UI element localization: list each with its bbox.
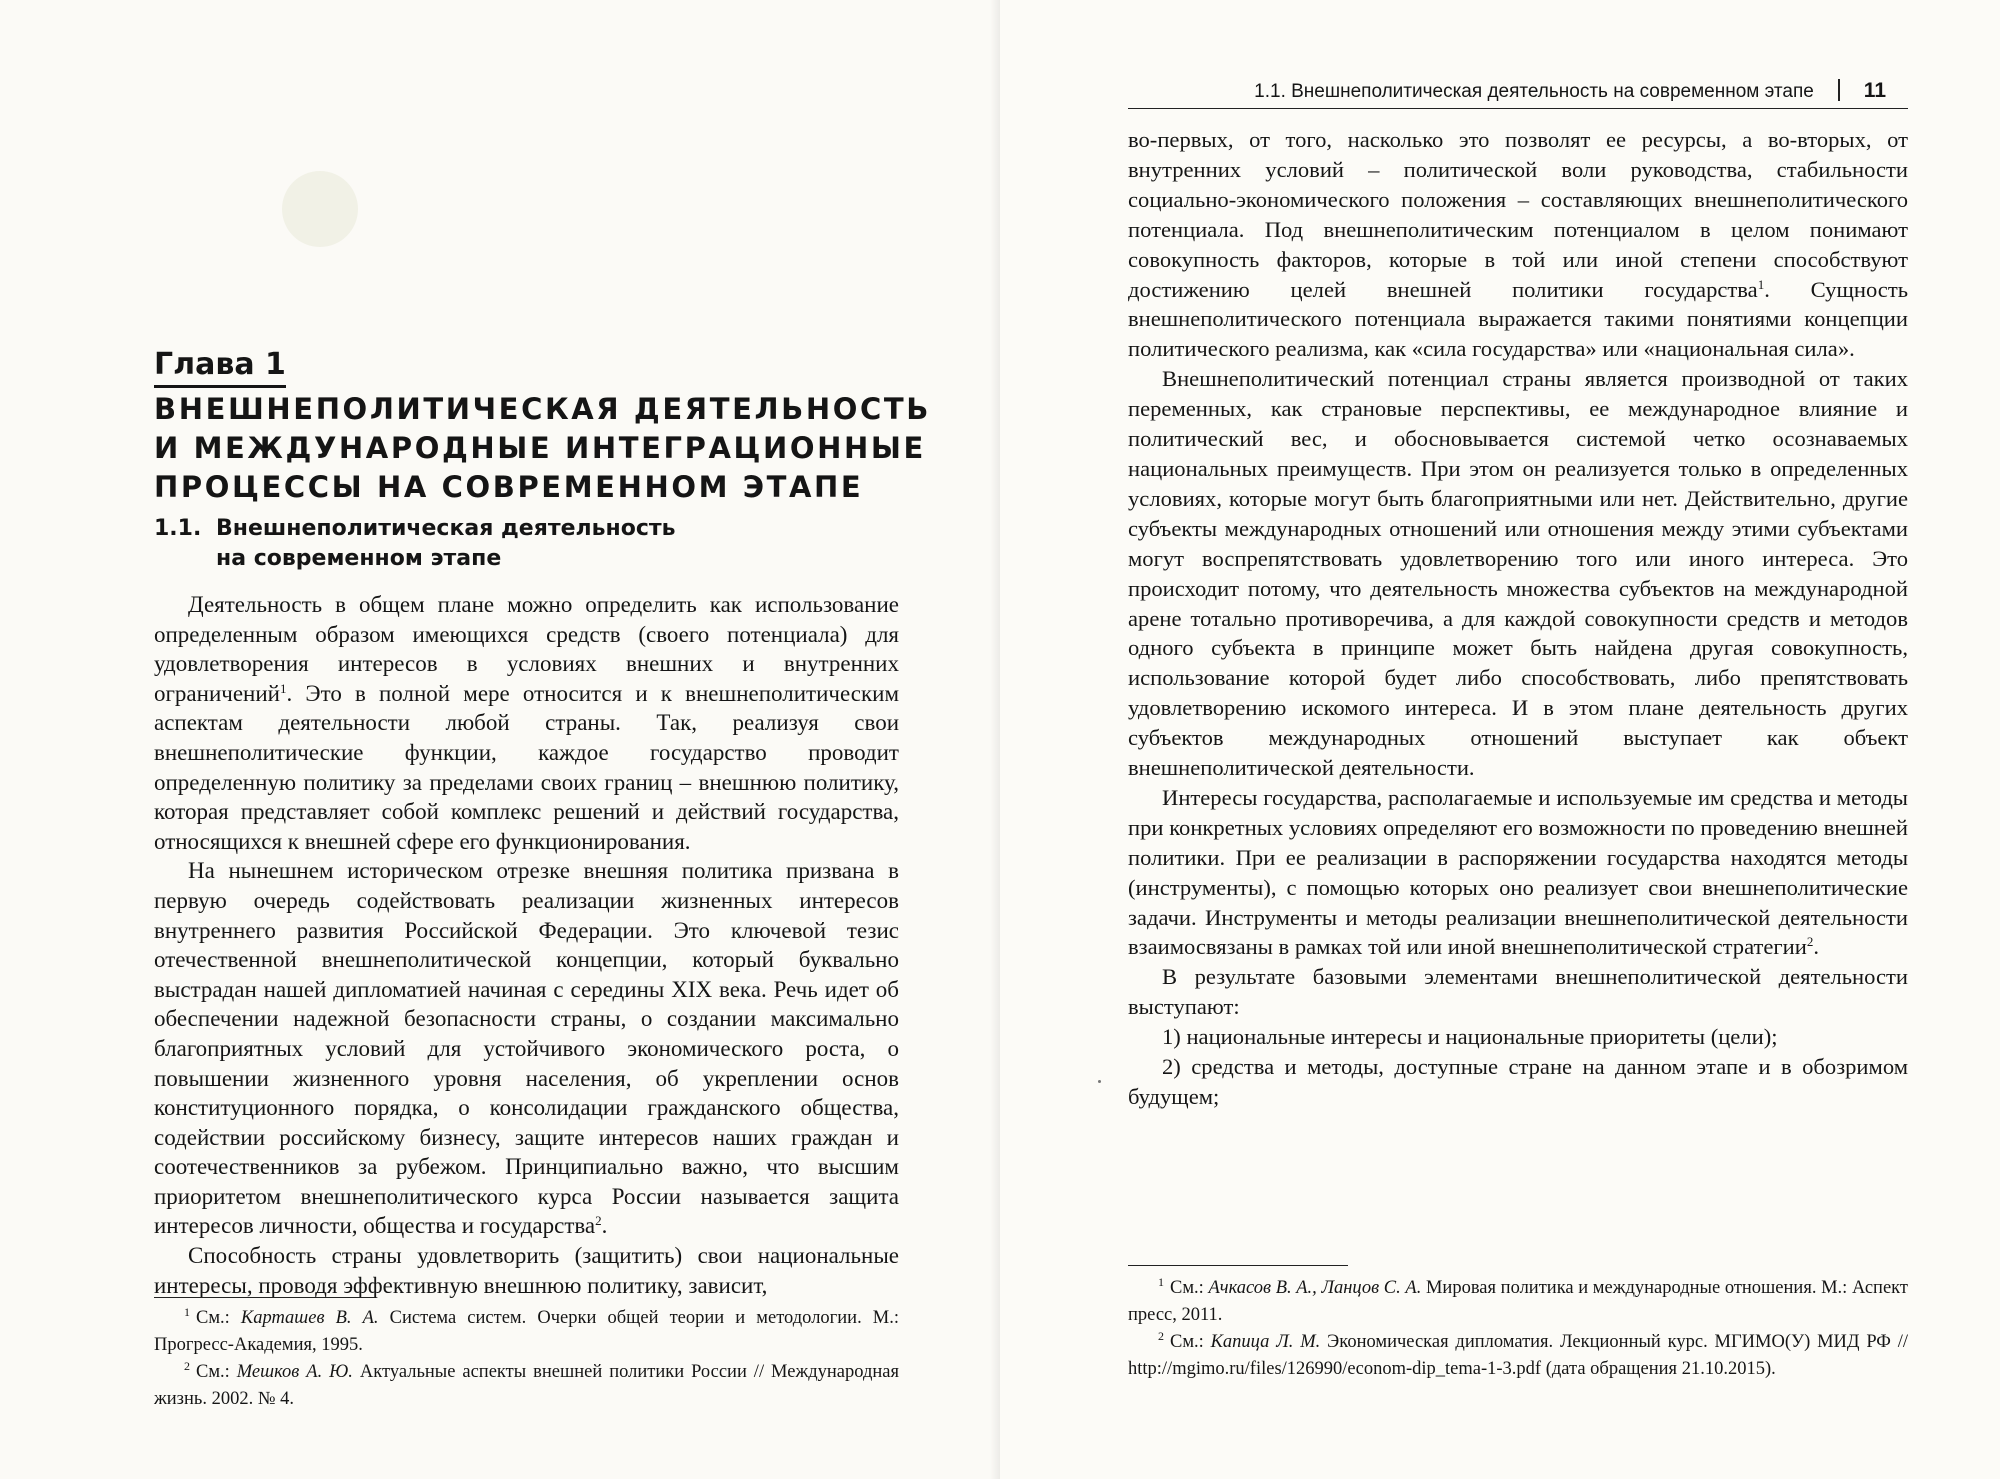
footnote-ref: 2	[595, 1213, 602, 1229]
paragraph: Способность страны удовлетворить (защитить) свои национальные интересы, проводя эффективную внешнюю политику, зависит,	[154, 1243, 899, 1298]
paragraph: во-первых, от того, насколько это позволят ее ресурсы, а во-вторых, от внутренних условий – политической воли руководства, стабильности социально-экономического положения – составляющих внешнеполитического потенциала. Под внешнеполитическим потенциалом в целом понимают совокупность факторов, которые в той или иной степени способствуют достижению целей внешней политики государства$^1$. Сущность внешнеполитического потенциала выражается такими понятиями концепции политического реализма, как «сила государства» или «национальная сила».	[1128, 127, 1909, 362]
section-number: 1.1.	[154, 516, 202, 541]
footnote-ref: 2	[1806, 934, 1814, 950]
footnote-separator	[154, 1297, 374, 1298]
page-number: 11	[1863, 79, 1886, 102]
paragraph: В результате базовыми элементами внешнеполитической деятельности выступают:	[1128, 964, 1908, 1020]
footnote-2: $^2$ См.: Капица Л. М. Экономическая дипломатия. Лекционный курс. МГИМО(У) МИД РФ // http://mgimo.ru/files/126990/econom-dip_tema-1-3.pdf (дата обращения 21.10.2015).	[1128, 1329, 1909, 1379]
left-footnotes	[154, 1305, 899, 1413]
footnote-ref: 1	[279, 680, 287, 696]
section-title-line-1: Внешнеполитическая деятельность	[216, 516, 676, 541]
footnote-author: Ачкасов В. А., Ланцов С. А.	[1208, 1278, 1422, 1298]
paragraph: Деятельность в общем плане можно определить как использование определенным образом имеющихся средств (своего потенциала) для удовлетворения интересов в условиях внешних и внутренних ограничений$^1$. Это в полной мере относится и к внешнеполитическим аспектам деятельности любой страны. Так, реализуя свои внешнеполитические функции, каждое государство проводит определенную политику за пределами своих границ – внешнюю политику, которая представляет собой комплекс решений и действий государства, относящихся к внешней сфере его функционирования.	[154, 592, 899, 854]
footnote-1: $^1$ См.: Ачкасов В. А., Ланцов С. А. Мировая политика и международные отношения. М.: Аспект пресс, 2011.	[1128, 1275, 1908, 1325]
paper-blot	[282, 171, 358, 247]
paragraph: На нынешнем историческом отрезке внешняя политика призвана в первую очередь содействовать реализации жизненных интересов внутреннего развития Российской Федерации. Это ключевой тезис отечественной внешнеполитической концепции, который буквально выстрадан нашей дипломатией начиная с середины XIX века. Речь идет об обеспечении надежной безопасности страны, о создании максимально благоприятных условий для устойчивого экономического роста, о повышении жизненного уровня населения, об укреплении основ конституционного порядка, о консолидации гражданского общества, содействии российскому бизнесу, защите интересов наших граждан и соотечественников за рубежом. Принципиально важно, что высшим приоритетом внешнеполитического курса России называется защита интересов личности, общества и государства$^2$.	[154, 858, 899, 1239]
section-heading	[154, 514, 854, 574]
chapter-title-line-2: И МЕЖДУНАРОДНЫЕ ИНТЕГРАЦИОННЫЕ	[154, 431, 926, 465]
footnote-ref: 1	[1757, 276, 1765, 292]
chapter-heading	[154, 347, 934, 507]
footnote-author: Карташев В. А.	[240, 1308, 379, 1328]
running-head-separator	[1838, 79, 1840, 101]
paragraph: Внешнеполитический потенциал страны является производной от таких переменных, как страновые перспективы, ее международное влияние и политический вес, и обосновывается системой четко осознаваемых национальных преимуществ. При этом он реализуется только в определенных условиях, которые могут быть благоприятными или нет. Действительно, другие субъекты международных отношений или отношения между этими субъектами могут воспрепятствовать удовлетворению того или иного интереса. Это происходит потому, что деятельность множества субъектов на международной арене тотально противоречива, а для каждой совокупности средств и методов одного субъекта в принципе может быть найдена другая совокупность, использование которой будет либо способствовать, либо препятствовать удовлетворению искомого интереса. И в этом плане деятельность других субъектов международных отношений выступает как объект внешнеполитической деятельности.	[1128, 366, 1908, 781]
footnote-author: Мешков А. Ю.	[236, 1362, 353, 1382]
paper-speck	[1098, 1080, 1101, 1083]
section-title-line-2: на современном этапе	[216, 546, 502, 571]
footnote-separator	[1128, 1265, 1348, 1266]
right-body-text	[1128, 125, 1908, 1112]
chapter-label: Глава 1	[154, 347, 286, 388]
footnote-author: Капица Л. М.	[1210, 1332, 1321, 1352]
footnote-1: $^1$ См.: Карташев В. А. Система систем. Очерки общей теории и методологии. М.: Прогресс-Академия, 1995.	[154, 1305, 900, 1355]
footnote-2: $^2$ См.: Мешков А. Ю. Актуальные аспекты внешней политики России // Международная жизнь. 2002. № 4.	[154, 1359, 900, 1409]
chapter-title-line-3: ПРОЦЕССЫ НА СОВРЕМЕННОМ ЭТАПЕ	[154, 470, 864, 504]
right-footnotes	[1128, 1275, 1908, 1383]
running-head-title: 1.1. Внешнеполитическая деятельность на современном этапе	[1254, 81, 1814, 102]
list-item: 1) национальные интересы и национальные приоритеты (цели);	[1162, 1024, 1778, 1050]
list-item: 2) средства и методы, доступные стране на данном этапе и в обозримом будущем;	[1128, 1054, 1908, 1109]
paragraph: Интересы государства, располагаемые и используемые им средства и методы при конкретных условиях определяют его возможности по проведению внешней политики. При ее реализации в распоряжении государства находятся методы (инструменты), с помощью которых оно реализует свои внешнеполитические задачи. Инструменты и методы реализации внешнеполитической деятельности взаимосвязаны в рамках той или иной внешнеполитической стратегии$^2$.	[1128, 784, 1908, 960]
left-body-text	[154, 590, 899, 1300]
running-head	[1128, 74, 1908, 109]
chapter-title-line-1: ВНЕШНЕПОЛИТИЧЕСКАЯ ДЕЯТЕЛЬНОСТЬ	[154, 392, 931, 426]
